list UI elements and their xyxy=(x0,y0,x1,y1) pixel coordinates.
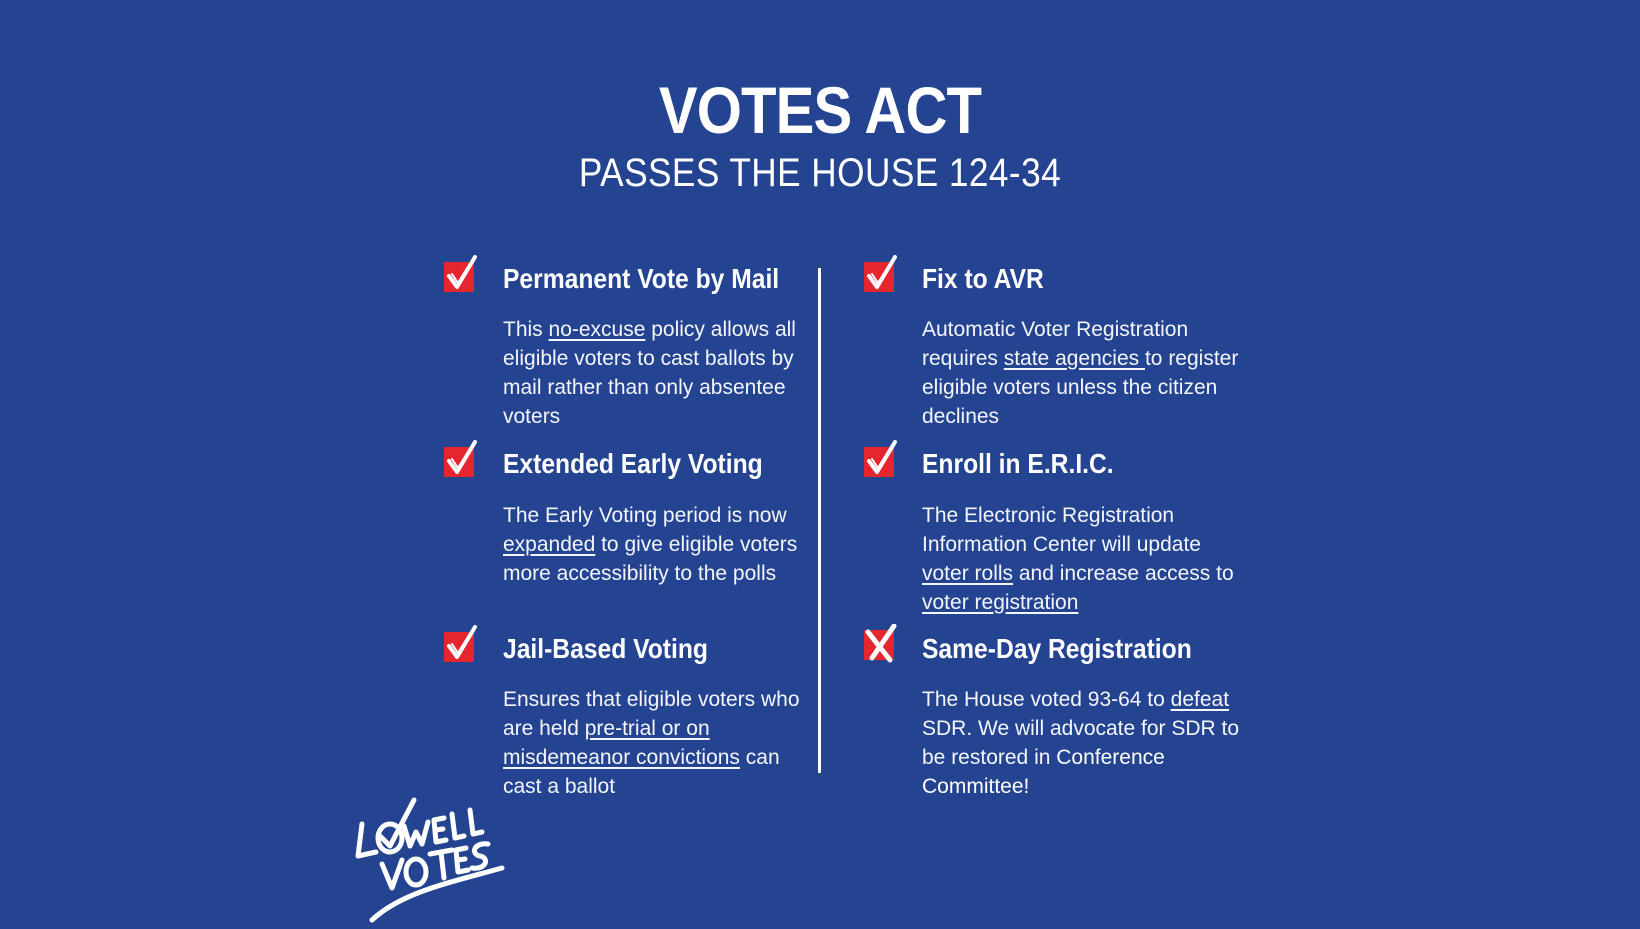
checkmark-icon xyxy=(864,439,898,475)
underlined-link[interactable]: defeat xyxy=(1170,688,1230,711)
page-title: VOTES ACT xyxy=(658,73,982,147)
description-text: The Early Voting period is now xyxy=(503,504,787,527)
feature-description xyxy=(503,501,813,588)
description-text: Conference Committee! xyxy=(922,746,1165,798)
feature-description xyxy=(922,501,1242,617)
feature-title: Enroll in E.R.I.C. xyxy=(922,448,1114,479)
column-divider xyxy=(818,268,821,773)
feature-description xyxy=(922,685,1242,801)
description-text: can cast a ballot xyxy=(503,746,780,798)
checkmark-icon xyxy=(444,439,478,475)
underlined-link[interactable]: state agencies xyxy=(1003,347,1145,370)
feature-title: Same-Day Registration xyxy=(922,633,1192,664)
feature-title: Permanent Vote by Mail xyxy=(503,263,780,294)
description-text: This xyxy=(503,318,549,341)
description-text: to give eligible voters more accessibility to the polls xyxy=(503,533,798,585)
description-text: Ensures that eligible voters who are held xyxy=(503,688,800,740)
description-text: The Electronic Registration Information Center will update xyxy=(922,504,1201,556)
feature-title: Fix to AVR xyxy=(922,263,1044,294)
description-text: The House voted 93-64 to xyxy=(922,688,1171,711)
description-text: and increase access to xyxy=(1013,562,1234,585)
feature-title: Jail-Based Voting xyxy=(503,633,708,664)
description-text: SDR. We will advocate for SDR to be restored in xyxy=(922,717,1240,769)
underlined-link[interactable]: voter rolls xyxy=(922,562,1014,585)
description-text: policy allows all eligible voters to cast ballots by mail rather than only absentee voters xyxy=(503,318,796,428)
checkmark-icon xyxy=(444,254,478,290)
checkmark-icon xyxy=(864,254,898,290)
description-text: to register eligible voters unless the citizen declines xyxy=(922,347,1239,428)
cross-icon xyxy=(864,624,898,660)
underlined-link[interactable]: no-excuse xyxy=(548,318,646,341)
feature-description xyxy=(922,315,1242,431)
feature-description xyxy=(503,685,813,801)
underlined-link[interactable]: pre-trial or on misdemeanor convictions xyxy=(503,717,740,769)
page-subtitle: PASSES THE HOUSE 124-34 xyxy=(578,151,1062,195)
feature-title: Extended Early Voting xyxy=(503,448,763,479)
lowell-votes-logo xyxy=(352,772,512,924)
checkmark-icon xyxy=(444,624,478,660)
feature-description xyxy=(503,315,813,431)
underlined-link[interactable]: expanded xyxy=(503,533,596,556)
description-text: Automatic Voter Registration requires xyxy=(922,318,1189,370)
underlined-link[interactable]: voter registration xyxy=(922,591,1079,614)
